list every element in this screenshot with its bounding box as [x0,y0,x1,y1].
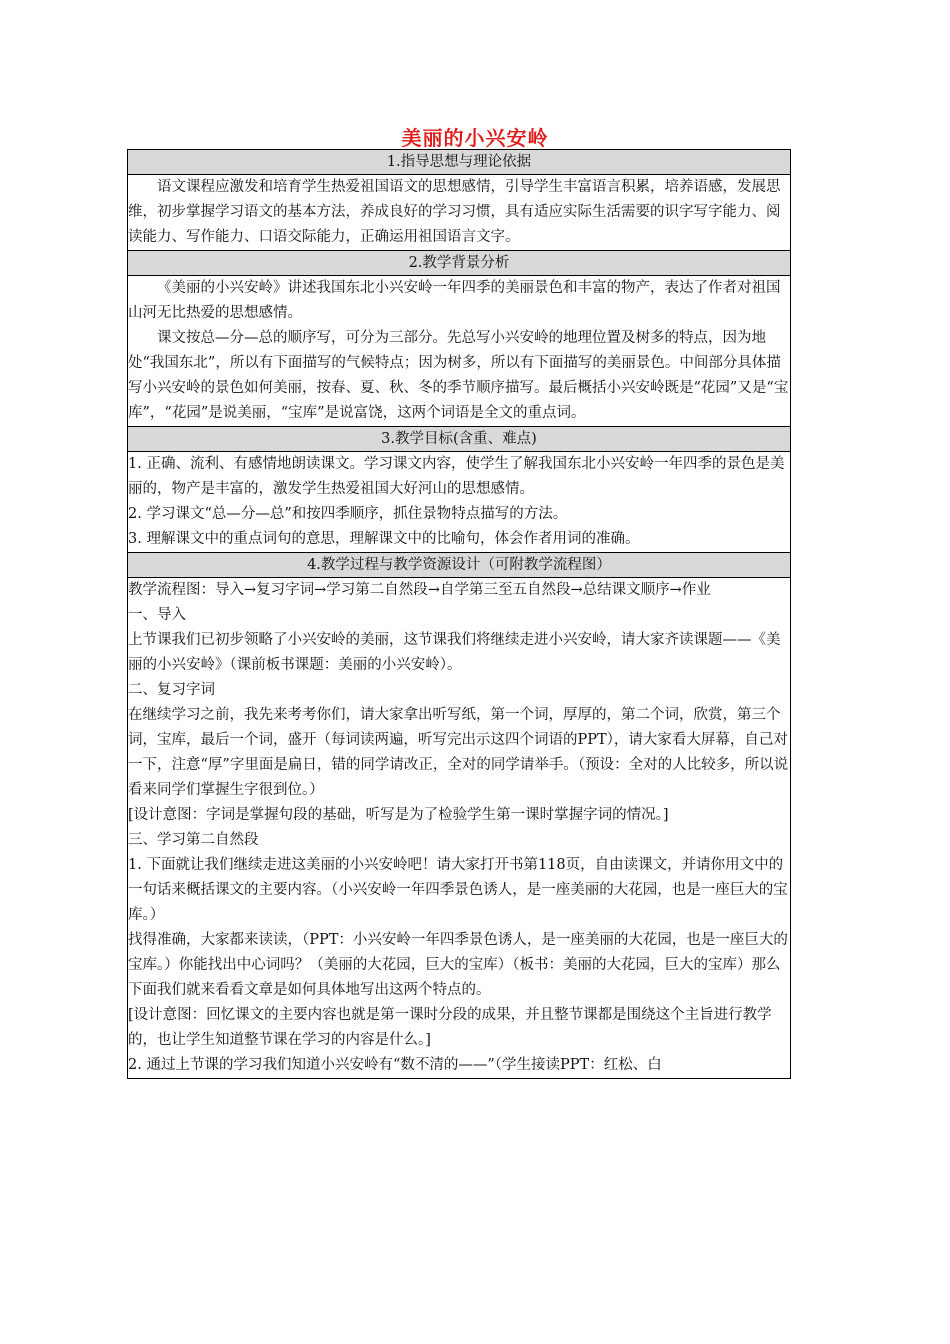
flowchart-line: 教学流程图：导入→复习字词→学习第二自然段→自学第三至五自然段→总结课文顺序→作业 [128,582,711,598]
section-2-header-row [128,251,791,276]
section-body [128,276,791,427]
section-2-body-row [128,276,791,427]
section-header: 3.教学目标(含重、难点) [128,427,791,452]
paragraph: 课文按总—分—总的顺序写，可分为三部分。先总写小兴安岭的地理位置及树多的特点，因为地处“我国东北”，所以有下面描写的气候特点；因为树多，所以有下面描写的美丽景色。中间部分具体描写小兴安岭的景色如何美丽，按春、夏、秋、冬的季节顺序描写。最后概括小兴安岭既是“花园”又是“宝库”，“花园”是说美丽，“宝库”是说富饶，这两个词语是全文的重点词。 [128,330,789,421]
design-intent-note: [设计意图：回忆课文的主要内容也就是第一课时分段的成果，并且整节课都是围绕这个主旨进行教学的，也让学生知道整节课在学习的内容是什么。] [128,1007,772,1048]
subheading: 二、复习字词 [128,682,215,698]
section-header: 4.教学过程与教学资源设计（可附教学流程图） [128,553,791,578]
paragraph: 2. 通过上节课的学习我们知道小兴安岭有“数不清的——”（学生接读PPT：红松、白 [128,1057,662,1073]
design-intent-note: [设计意图：字词是掌握句段的基础，听写是为了检验学生第一课时掌握字词的情况。] [128,807,669,823]
section-header: 1.指导思想与理论依据 [128,150,791,175]
paragraph: 《美丽的小兴安岭》讲述我国东北小兴安岭一年四季的美丽景色和丰富的物产，表达了作者对祖国山河无比热爱的思想感情。 [128,280,781,321]
objective-item: 1. 正确、流利、有感情地朗读课文。学习课文内容，使学生了解我国东北小兴安岭一年四季的景色是美丽的，物产是丰富的，激发学生热爱祖国大好河山的思想感情。 [128,456,785,497]
section-header: 2.教学背景分析 [128,251,791,276]
section-4-header-row [128,553,791,578]
section-body [128,578,791,1079]
paragraph: 上节课我们已初步领略了小兴安岭的美丽，这节课我们将继续走进小兴安岭，请大家齐读课题——《美丽的小兴安岭》（课前板书课题：美丽的小兴安岭）。 [128,632,781,673]
paragraph: 语文课程应激发和培育学生热爱祖国语文的思想感情，引导学生丰富语言积累，培养语感，发展思维，初步掌握学习语文的基本方法，养成良好的学习习惯，具有适应实际生活需要的识字写字能力、阅读能力、写作能力、口语交际能力，正确运用祖国语言文字。 [128,179,781,245]
section-4-body-row [128,578,791,1079]
subheading: 三、学习第二自然段 [128,832,259,848]
lesson-plan-table [127,149,791,1079]
section-1-body-row [128,175,791,251]
section-3-header-row [128,427,791,452]
paragraph: 在继续学习之前，我先来考考你们，请大家拿出听写纸，第一个词，厚厚的，第二个词，欣赏，第三个词，宝库，最后一个词，盛开（每词读两遍，听写完出示这四个词语的PPT），请大家看大屏幕，自己对一下，注意“厚”字里面是扁日，错的同学请改正，全对的同学请举手。（预设：全对的人比较多，所以说看来同学们掌握生字很到位。） [128,707,789,798]
section-body [128,175,791,251]
objective-item: 2. 学习课文“总—分—总”和按四季顺序，抓住景物特点描写的方法。 [128,506,568,522]
section-body [128,452,791,553]
paragraph: 找得准确，大家都来读读，（PPT：小兴安岭一年四季景色诱人，是一座美丽的大花园，也是一座巨大的宝库。）你能找出中心词吗？（美丽的大花园，巨大的宝库）（板书：美丽的大花园，巨大的宝库）那么下面我们就来看看文章是如何具体地写出这两个特点的。 [128,932,788,998]
document-title: 美丽的小兴安岭 [401,126,549,150]
section-1-header-row [128,150,791,175]
objective-item: 3. 理解课文中的重点词句的意思，理解课文中的比喻句，体会作者用词的准确。 [128,531,640,547]
paragraph: 1. 下面就让我们继续走进这美丽的小兴安岭吧！请大家打开书第118页，自由读课文，并请你用文中的一句话来概括课文的主要内容。（小兴安岭一年四季景色诱人，是一座美丽的大花园，也是一座巨大的宝库。） [128,857,788,923]
subheading: 一、导入 [128,607,186,623]
section-3-body-row [128,452,791,553]
